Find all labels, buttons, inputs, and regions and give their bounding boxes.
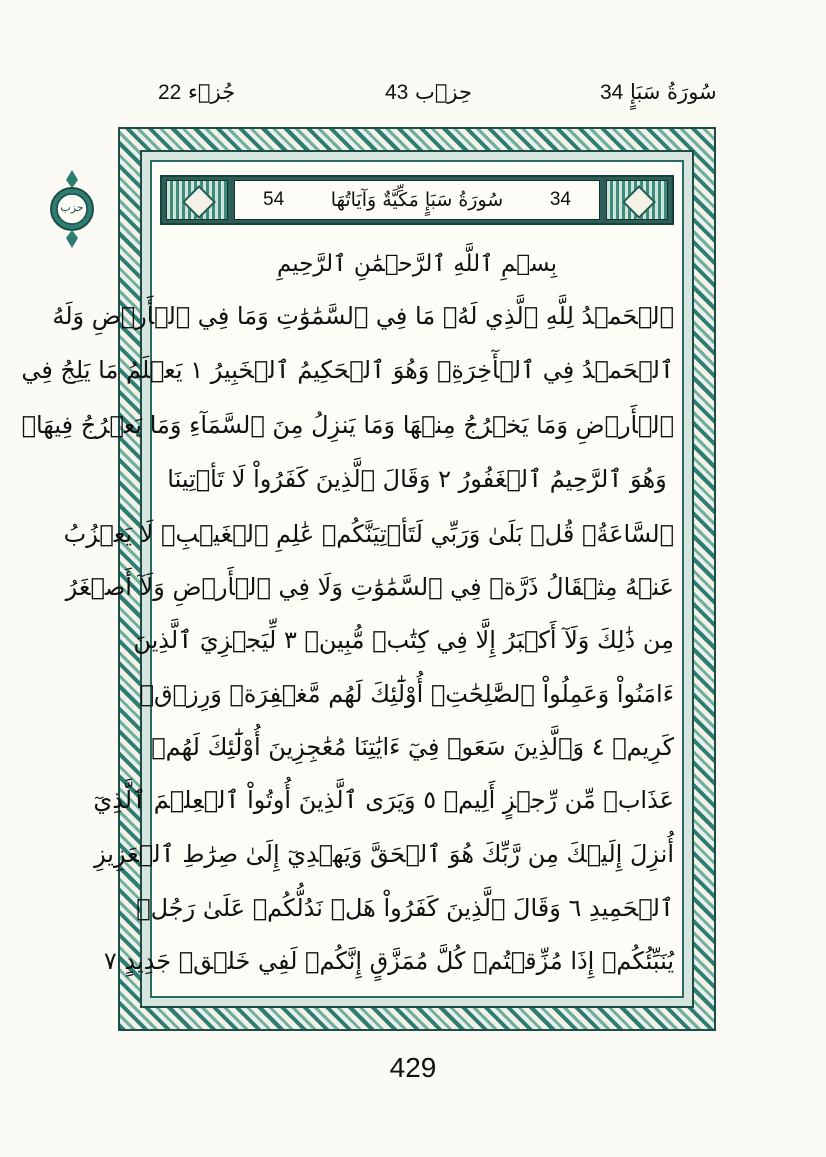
surah-indicator bbox=[600, 80, 717, 105]
basmala: بِسۡمِ ٱللَّهِ ٱلرَّحۡمَٰنِ ٱلرَّحِيمِ bbox=[276, 251, 558, 277]
surah-number-header: 34 bbox=[600, 81, 624, 104]
banner-ayah-count: 54 bbox=[263, 189, 285, 210]
banner-ornament-left bbox=[166, 180, 228, 220]
hizb-number: 43 bbox=[385, 81, 409, 104]
juz-number: 22 bbox=[158, 81, 182, 104]
verse-line: مِن ذَٰلِكَ وَلَآ أَكۡبَرُ إِلَّا فِي كِتَٰبٖ مُّبِينٖ ٣ لِّيَجۡزِيَ ٱلَّذِينَ bbox=[133, 626, 674, 654]
hizb-marker-medallion bbox=[48, 168, 96, 250]
verse-line: ٱلۡأَرۡضِ وَمَا يَخۡرُجُ مِنۡهَا وَمَا يَنزِلُ مِنَ ٱلسَّمَآءِ وَمَا يَعۡرُجُ فِيهَاۚ bbox=[21, 411, 674, 439]
verse-line: ٱلۡحَمۡدُ لِلَّهِ ٱلَّذِي لَهُۥ مَا فِي ٱلسَّمَٰوَٰتِ وَمَا فِي ٱلۡأَرۡضِ وَلَهُ bbox=[52, 302, 674, 330]
hizb-indicator bbox=[385, 80, 472, 105]
surah-name-header: سُورَةُ سَبَإٍ bbox=[630, 80, 717, 104]
verse-line: ءَامَنُواْ وَعَمِلُواْ ٱلصَّٰلِحَٰتِۚ أُوْلَٰٓئِكَ لَهُم مَّغۡفِرَةٞ وَرِزۡقٞ bbox=[139, 680, 674, 708]
verse-line: وَهُوَ ٱلرَّحِيمُ ٱلۡغَفُورُ ٢ وَقَالَ ٱلَّذِينَ كَفَرُواْ لَا تَأۡتِينَا bbox=[167, 465, 667, 493]
verse-line: أُنزِلَ إِلَيۡكَ مِن رَّبِّكَ هُوَ ٱلۡحَقَّ وَيَهۡدِيٓ إِلَىٰ صِرَٰطِ ٱلۡعَزِيزِ bbox=[94, 840, 674, 868]
surah-banner bbox=[160, 175, 674, 225]
page-number: 429 bbox=[389, 1052, 437, 1083]
verse-line: كَرِيمٞ ٤ وَٱلَّذِينَ سَعَوۡ فِيٓ ءَايَٰتِنَا مُعَٰجِزِينَ أُوْلَٰٓئِكَ لَهُمۡ bbox=[151, 733, 674, 761]
hizb-marker-label: حزب bbox=[60, 201, 84, 214]
banner-surah-title: سُورَةُ سَبَإٍ مَكِّيَّةٌ وَآيَاتُهَا bbox=[330, 189, 504, 211]
juz-label: جُزۡء bbox=[188, 80, 236, 104]
banner-ornament-right bbox=[606, 180, 668, 220]
hizb-label: حِزۡب bbox=[415, 80, 472, 104]
verse-line: عَذَابٞ مِّن رِّجۡزٍ أَلِيمٞ ٥ وَيَرَى ٱلَّذِينَ أُوتُواْ ٱلۡعِلۡمَ ٱلَّذِيٓ bbox=[93, 786, 674, 814]
banner-center bbox=[234, 180, 600, 220]
verse-line: عَنۡهُ مِثۡقَالُ ذَرَّةٖ فِي ٱلسَّمَٰوَٰتِ وَلَا فِي ٱلۡأَرۡضِ وَلَآ أَصۡغَرُ bbox=[65, 573, 674, 601]
banner-surah-number: 34 bbox=[549, 189, 571, 210]
verse-line: يُنَبِّئُكُمۡ إِذَا مُزِّقۡتُمۡ كُلَّ مُمَزَّقٍ إِنَّكُمۡ لَفِي خَلۡقٖ جَدِيدٍ ٧ bbox=[103, 947, 674, 975]
juz-indicator bbox=[158, 80, 235, 105]
verse-line: ٱلسَّاعَةُۖ قُلۡ بَلَىٰ وَرَبِّي لَتَأۡتِيَنَّكُمۡ عَٰلِمِ ٱلۡغَيۡبِۖ لَا يَعۡزُبُ bbox=[63, 520, 674, 548]
verse-line: ٱلۡحَمِيدِ ٦ وَقَالَ ٱلَّذِينَ كَفَرُواْ هَلۡ نَدُلُّكُمۡ عَلَىٰ رَجُلٖ bbox=[136, 894, 674, 922]
verse-line: ٱلۡحَمۡدُ فِي ٱلۡأٓخِرَةِۚ وَهُوَ ٱلۡحَكِيمُ ٱلۡخَبِيرُ ١ يَعۡلَمُ مَا يَلِجُ فِي bbox=[21, 356, 674, 384]
